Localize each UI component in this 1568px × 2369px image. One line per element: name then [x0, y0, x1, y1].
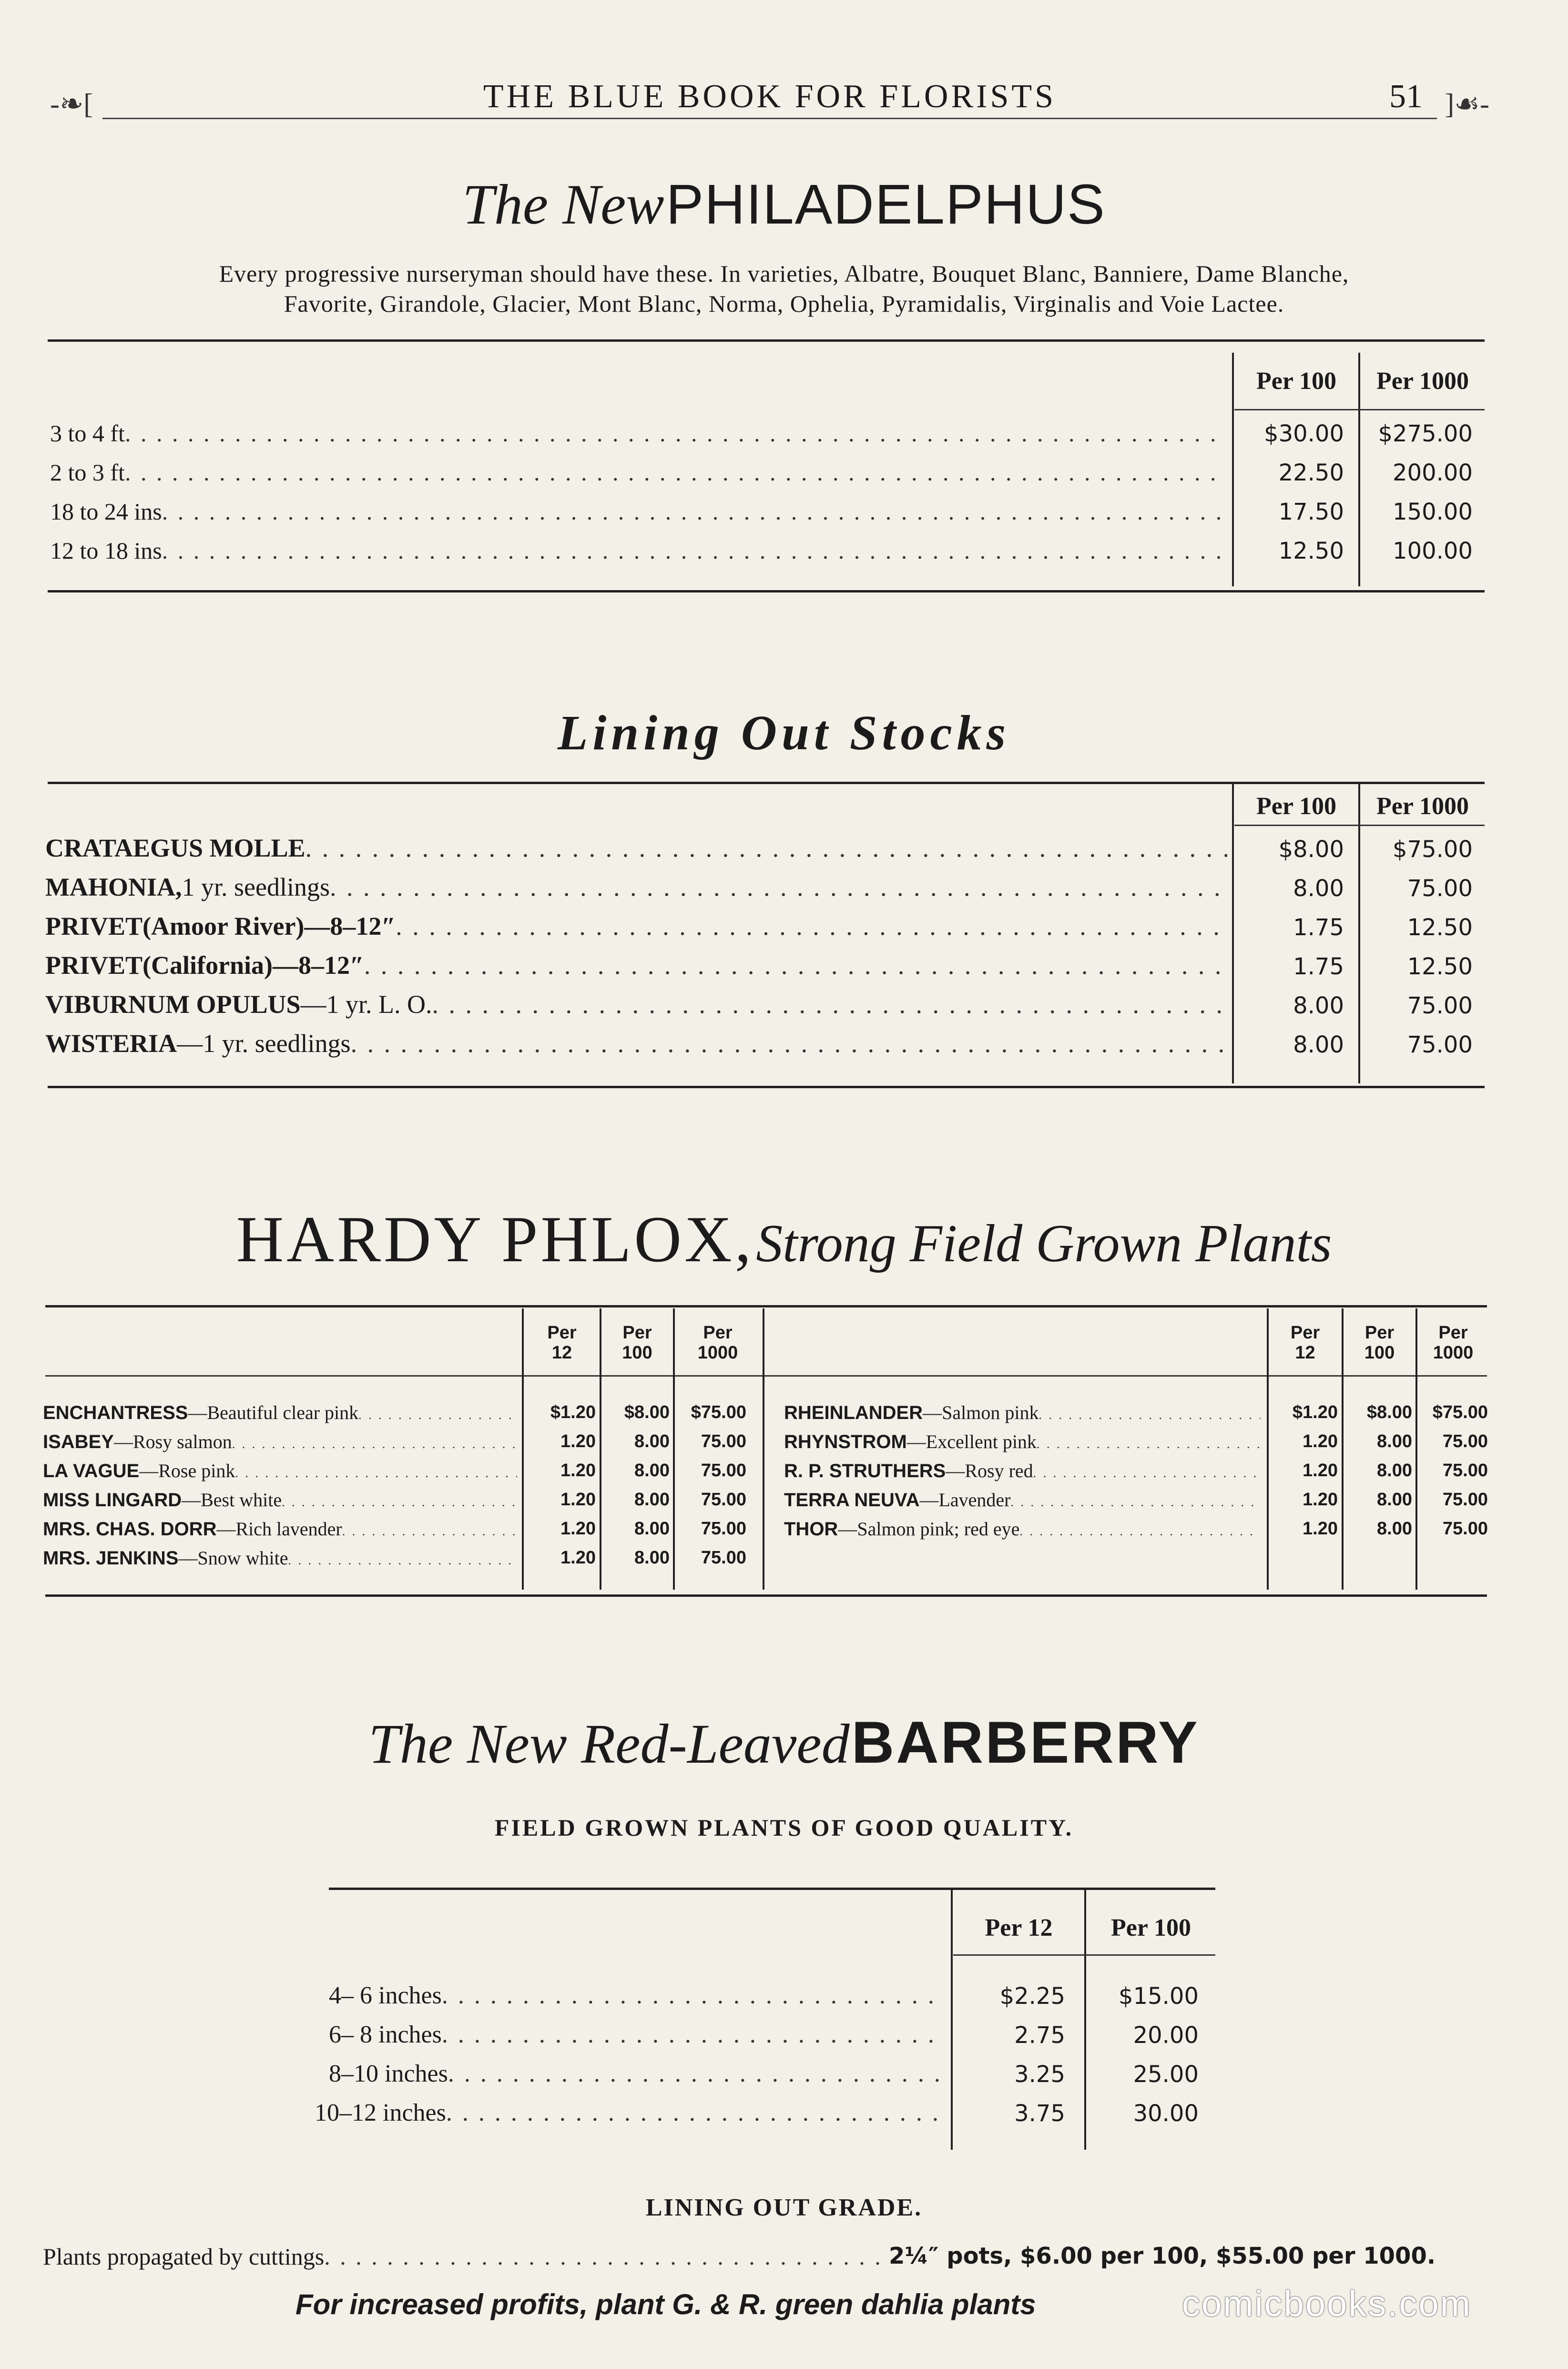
phlox-left-row-p12: 1.20	[560, 1519, 596, 1539]
header-bottom: 100	[1364, 1343, 1395, 1363]
leader-dots	[1019, 1524, 1261, 1539]
lining-grade-row	[43, 2243, 889, 2270]
barberry-row-p100: $15.00	[1119, 1983, 1199, 2010]
phlox-left-row-p1000: 75.00	[701, 1460, 746, 1481]
lining-out-title: Lining Out Stocks	[557, 705, 1011, 760]
lining-out-row	[45, 1029, 1227, 1058]
phlox-row-name: RHYNSTROM	[784, 1431, 907, 1452]
header-top: Per	[1364, 1323, 1395, 1343]
lining-out-row-name: MAHONIA,	[45, 873, 182, 901]
philadelphus-col-divider-2	[1358, 353, 1360, 586]
barberry-col-divider-2	[1084, 1890, 1086, 2150]
leader-dots	[324, 2243, 889, 2270]
phlox-left-divider-1	[522, 1308, 524, 1590]
phlox-center-divider	[763, 1308, 764, 1590]
phlox-row-desc: —Excellent pink	[906, 1431, 1037, 1452]
phlox-row-name: LA VAGUE	[43, 1460, 140, 1481]
philadelphus-header-per1000: Per 1000	[1376, 368, 1469, 395]
leader-dots	[364, 950, 1227, 980]
leader-dots	[442, 1981, 944, 2010]
barberry-row	[329, 2060, 944, 2088]
leader-dots	[125, 459, 1227, 486]
phlox-row-name: MRS. JENKINS	[43, 1548, 179, 1569]
phlox-row-name: R. P. STRUTHERS	[784, 1460, 946, 1481]
header-bottom: 1000	[1433, 1343, 1474, 1363]
phlox-title-italic: Strong Field Grown Plants	[756, 1214, 1332, 1273]
leader-dots	[282, 1495, 517, 1510]
phlox-left-row-p1000: $75.00	[691, 1402, 746, 1422]
lining-out-row-p100: 8.00	[1293, 1031, 1344, 1058]
barberry-top-rule	[329, 1888, 1215, 1890]
barberry-row	[329, 2021, 944, 2049]
phlox-left-row-p12: 1.20	[560, 1431, 596, 1451]
lining-out-col-divider-1	[1232, 784, 1234, 1083]
phlox-right-row	[784, 1489, 1261, 1511]
philadelphus-row-p100: 17.50	[1278, 499, 1344, 525]
barberry-row	[315, 2099, 944, 2127]
phlox-right-row-p1000: 75.00	[1442, 1519, 1488, 1539]
leader-dots	[162, 498, 1227, 525]
footer-tagline: For increased profits, plant G. & R. green dahlia plants	[295, 2288, 1036, 2320]
phlox-right-row-p1000: 75.00	[1442, 1431, 1488, 1451]
philadelphus-top-rule	[48, 339, 1485, 342]
lining-out-row-name: VIBURNUM OPULUS	[45, 990, 301, 1019]
phlox-right-row-p12: $1.20	[1292, 1402, 1338, 1422]
barberry-row-label: 4– 6 inches	[329, 1982, 442, 2009]
phlox-left-row-p100: 8.00	[634, 1460, 670, 1481]
phlox-left-row-p1000: 75.00	[701, 1519, 746, 1539]
phlox-top-rule	[45, 1305, 1487, 1307]
running-head-title: THE BLUE BOOK FOR FLORISTS	[483, 78, 1057, 115]
philadelphus-intro-2: Favorite, Girandole, Glacier, Mont Blanc, Norma, Ophelia, Pyramidalis, Virginalis and Voie Lactee.	[284, 290, 1284, 317]
phlox-right-row	[784, 1518, 1261, 1540]
leader-dots	[1033, 1466, 1261, 1481]
phlox-left-header-per100	[601, 1323, 673, 1363]
phlox-left-row-p1000: 75.00	[701, 1490, 746, 1510]
leader-dots	[162, 537, 1227, 564]
watermark: comicbooks.com	[1182, 2284, 1472, 2324]
philadelphus-title-caps: PHILADELPHUS	[666, 173, 1106, 236]
philadelphus-row	[50, 537, 1227, 564]
leader-dots	[235, 1466, 517, 1481]
philadelphus-header-per100: Per 100	[1256, 368, 1336, 395]
phlox-right-row	[784, 1430, 1261, 1453]
leader-dots	[232, 1437, 517, 1451]
lining-out-row	[45, 950, 1227, 980]
lining-out-row-desc: (Amoor River)—8–12″	[143, 912, 396, 940]
leader-dots	[288, 1553, 518, 1568]
barberry-row	[329, 1981, 944, 2010]
philadelphus-row-p1000: 100.00	[1393, 538, 1473, 564]
phlox-left-row-p100: 8.00	[634, 1548, 670, 1568]
phlox-left-header-per12	[524, 1323, 600, 1363]
phlox-right-row-p1000: 75.00	[1442, 1490, 1488, 1510]
leader-dots	[1010, 1495, 1261, 1510]
page-number: 51	[1389, 78, 1423, 115]
barberry-header-rule	[953, 1954, 1215, 1956]
leader-dots	[448, 2060, 944, 2088]
leader-dots	[1037, 1437, 1261, 1451]
phlox-row-desc: —Rose pink	[139, 1460, 235, 1481]
phlox-right-row-p1000: 75.00	[1442, 1460, 1488, 1481]
philadelphus-bottom-rule	[48, 590, 1485, 592]
lining-out-row-p100: 1.75	[1293, 914, 1344, 941]
phlox-left-row-p100: 8.00	[634, 1519, 670, 1539]
phlox-row-desc: —Rich lavender	[216, 1518, 342, 1540]
lining-out-row-p1000: 75.00	[1407, 992, 1473, 1019]
phlox-right-row-p100: 8.00	[1377, 1519, 1412, 1539]
lining-out-row-p1000: $75.00	[1393, 836, 1473, 863]
phlox-row-desc: —Best white	[182, 1489, 282, 1511]
lining-out-header-per1000: Per 1000	[1376, 793, 1469, 820]
phlox-left-row	[43, 1460, 517, 1482]
philadelphus-row	[50, 419, 1227, 447]
leader-dots	[358, 1408, 517, 1422]
leader-dots	[396, 911, 1227, 941]
phlox-left-row	[43, 1489, 517, 1511]
header-top: Per	[547, 1323, 577, 1343]
barberry-header-per100: Per 100	[1111, 1914, 1191, 1941]
leader-dots	[1039, 1408, 1261, 1422]
lining-out-row-name: WISTERIA	[45, 1029, 177, 1058]
lining-out-row-p100: 1.75	[1293, 953, 1344, 980]
phlox-row-desc: —Salmon pink; red eye	[838, 1518, 1020, 1540]
leader-dots	[446, 2099, 944, 2127]
philadelphus-row-p1000: 200.00	[1393, 460, 1473, 486]
phlox-right-row-p12: 1.20	[1303, 1519, 1338, 1539]
barberry-row-p12: 2.75	[1014, 2022, 1065, 2049]
barberry-row-label: 10–12 inches	[315, 2099, 446, 2126]
lining-out-top-rule	[48, 782, 1485, 784]
phlox-bottom-rule	[45, 1594, 1487, 1597]
phlox-header-rule	[45, 1375, 1487, 1377]
lining-grade-title: LINING OUT GRADE.	[645, 2194, 923, 2221]
lining-out-row-p1000: 75.00	[1407, 875, 1473, 902]
header-bottom: 12	[1295, 1343, 1315, 1363]
lining-out-row-p100: 8.00	[1293, 875, 1344, 902]
leader-dots	[342, 1524, 517, 1539]
barberry-row-label: 8–10 inches	[329, 2060, 448, 2087]
phlox-row-name: MISS LINGARD	[43, 1490, 182, 1511]
leader-dots	[125, 419, 1227, 447]
lining-out-row	[45, 911, 1227, 941]
barberry-header-per12: Per 12	[985, 1914, 1053, 1941]
lining-out-row-p100: 8.00	[1293, 992, 1344, 1019]
phlox-title	[0, 1201, 1568, 1277]
phlox-row-desc: —Salmon pink	[923, 1402, 1039, 1423]
barberry-row-label: 6– 8 inches	[329, 2021, 442, 2048]
lining-out-row-name: PRIVET	[45, 912, 143, 940]
barberry-title	[0, 1709, 1568, 1777]
phlox-left-row-p12: $1.20	[550, 1402, 596, 1422]
philadelphus-col-divider-1	[1232, 353, 1234, 586]
header-top: Per	[1438, 1323, 1468, 1343]
philadelphus-row-label: 2 to 3 ft	[50, 459, 125, 486]
leader-dots	[351, 1029, 1227, 1058]
philadelphus-row-p100: $30.00	[1264, 420, 1344, 447]
phlox-right-row-p100: 8.00	[1377, 1431, 1412, 1451]
phlox-left-row-p100: $8.00	[624, 1402, 670, 1422]
phlox-row-name: THOR	[784, 1519, 838, 1540]
leader-dots	[442, 2021, 944, 2049]
barberry-row-p12: 3.25	[1014, 2061, 1065, 2088]
lining-out-header-per100: Per 100	[1256, 793, 1336, 820]
phlox-title-caps: HARDY PHLOX,	[236, 1203, 754, 1276]
phlox-row-name: MRS. CHAS. DORR	[43, 1519, 217, 1540]
phlox-left-row	[43, 1518, 517, 1540]
philadelphus-intro-1: Every progressive nurseryman should have these. In varieties, Albatre, Bouquet Blanc, Banniere, Dame Blanche,	[219, 260, 1349, 287]
phlox-row-desc: —Rosy red	[946, 1460, 1033, 1481]
lining-out-row-p1000: 75.00	[1407, 1031, 1473, 1058]
lining-out-row-desc: (California)—8–12″	[143, 951, 364, 980]
barberry-col-divider-1	[951, 1890, 953, 2150]
lining-out-row-desc: —1 yr. L. O.	[300, 990, 432, 1019]
header-top: Per	[703, 1323, 733, 1343]
phlox-right-row-p1000: $75.00	[1432, 1402, 1488, 1422]
philadelphus-row-label: 12 to 18 ins	[50, 537, 162, 564]
leader-dots	[305, 833, 1227, 863]
philadelphus-row-label: 3 to 4 ft	[50, 420, 125, 447]
lining-out-header-rule	[1234, 825, 1485, 826]
lining-out-row-name: CRATAEGUS MOLLE	[45, 834, 305, 862]
phlox-left-row	[43, 1547, 517, 1569]
phlox-right-row	[784, 1460, 1261, 1482]
phlox-row-desc: —Lavender	[919, 1489, 1011, 1511]
phlox-right-row-p100: 8.00	[1377, 1490, 1412, 1510]
lining-out-row	[45, 872, 1227, 902]
phlox-left-row-p12: 1.20	[560, 1460, 596, 1481]
lining-out-row-p100: $8.00	[1278, 836, 1344, 863]
phlox-right-row-p12: 1.20	[1303, 1460, 1338, 1481]
phlox-row-name: TERRA NEUVA	[784, 1490, 920, 1511]
barberry-row-p12: $2.25	[999, 1983, 1065, 2010]
phlox-right-header-per12	[1269, 1323, 1342, 1363]
header-bottom: 1000	[697, 1343, 738, 1363]
barberry-row-p100: 30.00	[1133, 2100, 1199, 2127]
phlox-row-name: ISABEY	[43, 1431, 114, 1452]
phlox-right-row-p100: $8.00	[1366, 1402, 1412, 1422]
phlox-row-desc: —Snow white	[178, 1547, 288, 1569]
header-top: Per	[622, 1323, 652, 1343]
leader-dots	[330, 872, 1227, 902]
phlox-left-row	[43, 1401, 517, 1424]
phlox-right-row	[784, 1401, 1261, 1424]
phlox-right-row-p12: 1.20	[1303, 1431, 1338, 1451]
barberry-title-caps: BARBERRY	[851, 1710, 1200, 1776]
lining-out-col-divider-2	[1358, 784, 1360, 1083]
running-head	[50, 74, 1489, 122]
phlox-left-row-p1000: 75.00	[701, 1548, 746, 1568]
phlox-right-header-per100	[1344, 1323, 1415, 1363]
running-head-rule	[102, 118, 1437, 119]
phlox-right-header-per1000	[1417, 1323, 1489, 1363]
philadelphus-title-italic: The New	[462, 173, 664, 236]
lining-out-row	[45, 990, 1227, 1019]
phlox-left-row-p1000: 75.00	[701, 1431, 746, 1451]
header-bottom: 100	[622, 1343, 652, 1363]
lining-out-row-p1000: 12.50	[1407, 953, 1473, 980]
philadelphus-header-rule	[1234, 409, 1485, 410]
phlox-right-row-p12: 1.20	[1303, 1490, 1338, 1510]
header-bottom: 12	[551, 1343, 572, 1363]
phlox-row-name: ENCHANTRESS	[43, 1402, 188, 1423]
phlox-row-desc: —Rosy salmon	[113, 1431, 232, 1452]
phlox-row-name: RHEINLANDER	[784, 1402, 923, 1423]
barberry-row-p100: 20.00	[1133, 2022, 1199, 2049]
barberry-row-p12: 3.75	[1014, 2100, 1065, 2127]
philadelphus-row-label: 18 to 24 ins	[50, 498, 162, 525]
philadelphus-row-p100: 12.50	[1278, 538, 1344, 564]
leader-dots	[432, 990, 1227, 1019]
lining-out-row-desc: —1 yr. seedlings	[177, 1029, 351, 1058]
philadelphus-row-p1000: 150.00	[1393, 499, 1473, 525]
phlox-row-desc: —Beautiful clear pink	[188, 1402, 359, 1423]
phlox-left-header-per1000	[675, 1323, 761, 1363]
barberry-title-italic: The New Red-Leaved	[368, 1713, 850, 1775]
phlox-left-row-p12: 1.20	[560, 1548, 596, 1568]
barberry-subtitle: FIELD GROWN PLANTS OF GOOD QUALITY.	[494, 1814, 1074, 1841]
philadelphus-row	[50, 459, 1227, 486]
philadelphus-row-p100: 22.50	[1278, 460, 1344, 486]
lining-grade-value: 2¼″ pots, $6.00 per 100, $55.00 per 1000.	[889, 2243, 1436, 2269]
phlox-left-row-p100: 8.00	[634, 1431, 670, 1451]
lining-out-row-name: PRIVET	[45, 951, 143, 980]
philadelphus-row	[50, 498, 1227, 525]
phlox-left-row	[43, 1430, 517, 1453]
barberry-row-p100: 25.00	[1133, 2061, 1199, 2088]
lining-out-row-desc: 1 yr. seedlings	[182, 873, 330, 901]
lining-out-row-p1000: 12.50	[1407, 914, 1473, 941]
lining-out-row	[45, 833, 1227, 863]
left-ornament: -❧[	[50, 88, 93, 120]
phlox-left-row-p100: 8.00	[634, 1490, 670, 1510]
lining-grade-label: Plants propagated by cuttings	[43, 2243, 325, 2270]
philadelphus-row-p1000: $275.00	[1378, 420, 1473, 447]
phlox-right-row-p100: 8.00	[1377, 1460, 1412, 1481]
lining-out-bottom-rule	[48, 1086, 1485, 1088]
philadelphus-title	[0, 172, 1568, 237]
header-top: Per	[1290, 1323, 1320, 1343]
phlox-left-row-p12: 1.20	[560, 1490, 596, 1510]
right-ornament: ]☙-	[1445, 88, 1489, 120]
